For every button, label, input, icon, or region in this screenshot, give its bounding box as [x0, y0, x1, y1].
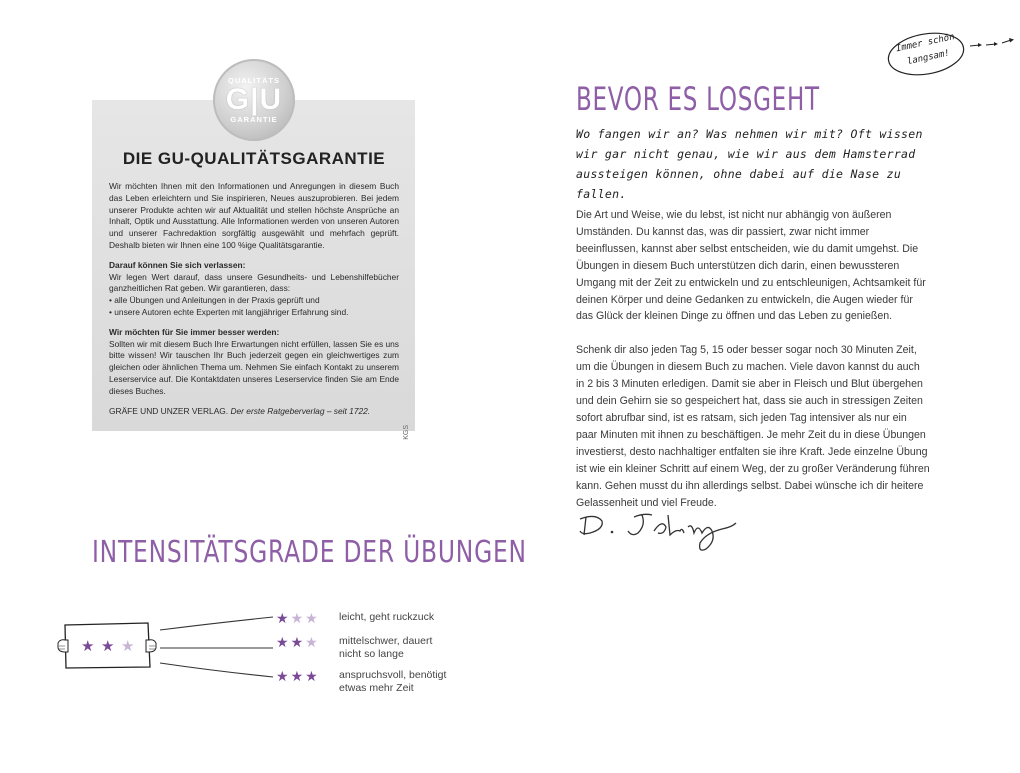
- section-2-text: Sollten wir mit diesem Buch Ihre Erwartungen nicht erfüllen, lassen Sie es uns bitte wissen! Wir tauschen Ihr Buch jederzeit gegen ein gleichwertiges zum gleichen oder ähnlichen Thema um. Nehmen Sie einfach Kontakt zu unserem Leserservice auf. Die Kontaktdaten unseres Leserservice finden Sie am Ende dieses Buches.: [109, 338, 399, 396]
- intensity-title: INTENSITÄTSGRADE DER ÜBUNGEN: [92, 535, 527, 570]
- rating-stars: [276, 669, 334, 683]
- intensity-level-1: [276, 611, 454, 625]
- publisher-tagline: Der erste Ratgeberverlag – seit 1722.: [230, 405, 371, 416]
- seal-top-text: QUALITÄTS: [228, 76, 280, 85]
- guarantee-section-2: [109, 327, 399, 398]
- intro-text: Wo fangen wir an? Was nehmen wir mit? Oft wissen wir gar nicht genau, wie wir aus dem Hamsterrad aussteigen können, ohne dabei auf die Nase zu fallen.: [576, 127, 923, 201]
- seal-bottom-text: GARANTIE: [230, 115, 278, 124]
- guarantee-footer: [109, 406, 399, 416]
- page-title: BEVOR ES LOSGEHT: [576, 80, 820, 118]
- star-empty-icon: ★: [121, 638, 135, 655]
- intensity-sign-illustration: [55, 605, 285, 680]
- star-filled-icon: ★: [305, 668, 320, 684]
- star-filled-icon: ★: [290, 634, 306, 650]
- section-1-heading: Darauf können Sie sich verlassen:: [109, 259, 246, 270]
- star-filled-icon: ★: [276, 634, 291, 650]
- star-filled-icon: ★: [81, 638, 95, 655]
- star-empty-icon: ★: [305, 610, 320, 626]
- rating-stars: [276, 635, 334, 649]
- star-filled-icon: ★: [276, 610, 291, 626]
- star-filled-icon: ★: [101, 638, 115, 655]
- guarantee-bullets: [109, 295, 399, 319]
- body-paragraph: Schenk dir also jeden Tag 5, 15 oder besser sogar noch 30 Minuten Zeit, um die Übungen in diesem Buch zu machen. Viele davon kannst du auch in 2 bis 3 Minuten erledigen. Damit sie aber in Fleisch und Blut übergehen und dein Gehirn sie so gespeichert hat, dass sie auch in stressigen Zeiten sofort abrufbar sind, ist es ratsam, sich jeden Tag intensiver als nur ein paar Minuten mit ihnen zu beschäftigen. Je mehr Zeit du in diese Übungen investierst, desto nachhaltiger entfalten sie ihre Kraft. Jede einzelne Übung ist wie ein kleiner Schritt auf einem Weg, der zu großer Veränderung führen kann. Gehen musst du ihn allerdings selbst. Dabei wünsche ich dir heitere Gelassenheit und viel Freude.: [576, 344, 930, 509]
- bullet-item: • alle Übungen und Anleitungen in der Praxis geprüft und: [109, 295, 399, 307]
- guarantee-section-1: [109, 260, 399, 295]
- note-text: Immer schön langsam!: [895, 32, 956, 68]
- level-label: leicht, geht ruckzuck: [339, 611, 435, 623]
- level-label: mittelschwer, dauert nicht so lange: [339, 635, 433, 660]
- body-paragraph: Die Art und Weise, wie du lebst, ist nicht nur abhängig von äußeren Umständen. Du kannst das, was dir passiert, zwar nicht immer beeinflussen, kannst aber selbst entscheiden, wie du damit umgehst. Die Übungen in diesem Buch unterstützen dich darin, einen bewussteren Umgang mit der Zeit zu entwickeln und zu entschleunigen, Achtsamkeit für deinen Körper und deine Gedanken zu entwickeln, die Augen wieder für das Glück der kleinen Dinge zu öffnen und das Leben zu genießen.: [576, 209, 926, 323]
- bullet-item: • unsere Autoren echte Experten mit langjähriger Erfahrung sind.: [109, 307, 399, 319]
- star-empty-icon: ★: [290, 610, 306, 626]
- section-1-text: Wir legen Wert darauf, dass unsere Gesundheits- und Lebenshilfebücher ganzheitlichen Rat geben. Wir garantieren, dass:: [109, 271, 399, 294]
- publisher-name: GRÄFE UND UNZER VERLAG.: [109, 405, 229, 416]
- gu-logo: G|U: [225, 83, 283, 116]
- intensity-level-2: [276, 635, 454, 661]
- arrows-icon: [968, 36, 1016, 52]
- star-filled-icon: ★: [290, 668, 306, 684]
- gu-quality-seal: [213, 59, 295, 141]
- sign-stars: [81, 638, 134, 655]
- intensity-level-3: [276, 669, 454, 695]
- guarantee-text: [109, 181, 399, 398]
- guarantee-title: DIE GU-QUALITÄTSGARANTIE: [122, 149, 386, 168]
- quality-guarantee-box: [92, 100, 415, 440]
- star-empty-icon: ★: [305, 634, 320, 650]
- print-code: KGS: [403, 425, 410, 440]
- section-2-heading: Wir möchten für Sie immer besser werden:: [109, 326, 280, 337]
- level-label: anspruchsvoll, benötigt etwas mehr Zeit: [339, 669, 447, 694]
- rating-stars: [276, 611, 334, 625]
- author-signature: [576, 505, 746, 555]
- guarantee-intro: Wir möchten Ihnen mit den Informationen und Anregungen in diesem Buch das Leben erleichtern und Sie inspirieren, Neues auszuprobieren. Bei jedem unserer Produkte achten wir auf Aktualität und stellen höchste Ansprüche an Inhalt, Optik und Ausstattung. Alle Informationen werden von unseren Autoren und unserer Fachredaktion sorgfältig ausgewählt und mehrfach geprüft. Deshalb bieten wir Ihnen eine 100 %ige Qualitätsgarantie.: [109, 181, 399, 250]
- star-filled-icon: ★: [276, 668, 291, 684]
- body-text: [576, 207, 930, 528]
